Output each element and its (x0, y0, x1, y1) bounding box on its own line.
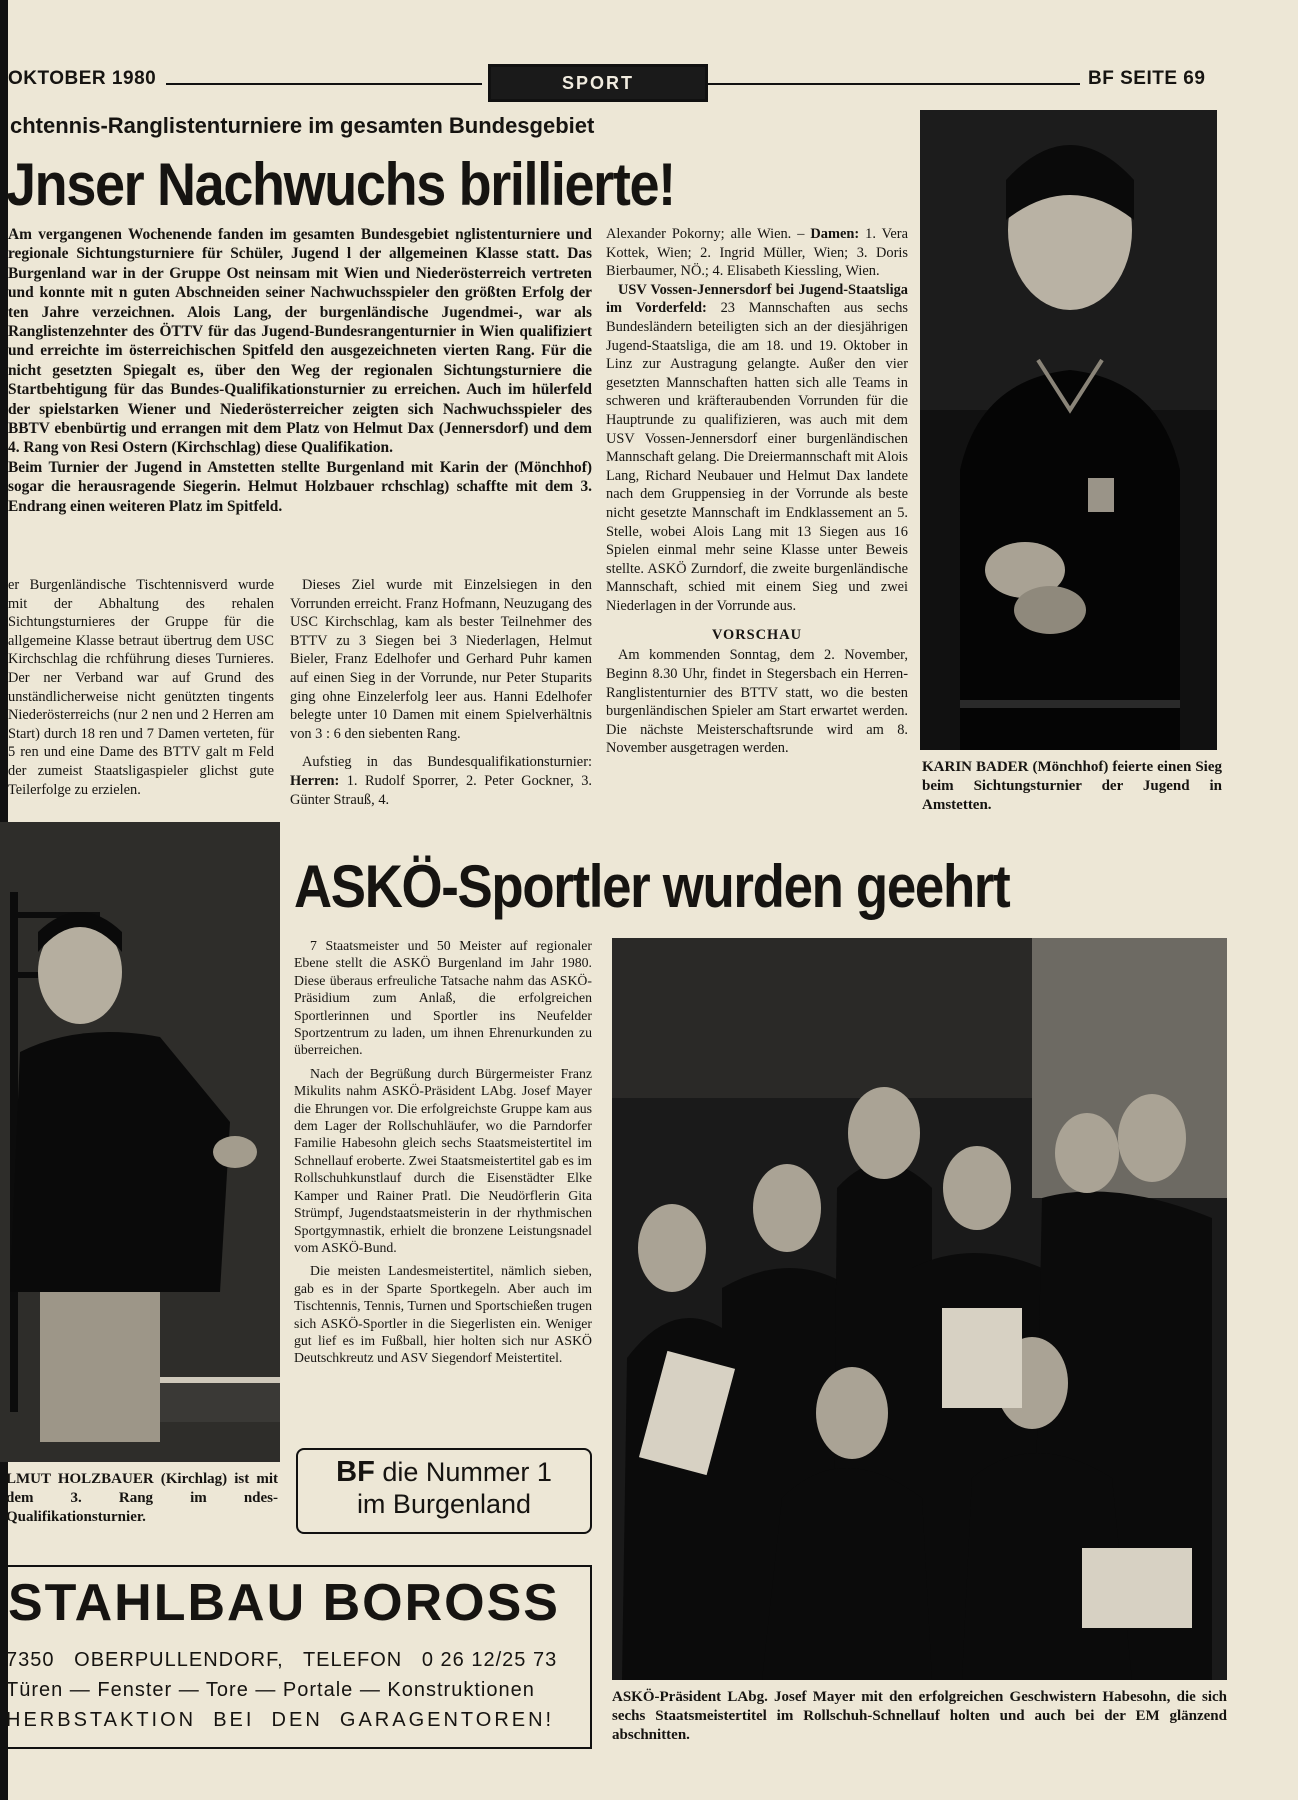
body-paragraph (290, 753, 592, 809)
body-column-4 (294, 937, 592, 1367)
photo-caption: KARIN BADER (Mönchhof) feierte einen Sieg beim Sichtungsturnier der Jugend in Amstetten. (922, 759, 1222, 813)
body-paragraph: Dieses Ziel wurde mit Einzelsiegen in den Vorrunden erreicht. Franz Hofmann, Neuzugang des USC Kirchschlag, kam als bester Teilnehmer des BTTV zu 3 Siegen bei 3 Niederlagen, Helmut Bieler, Franz Edelhofer und Gerhard Puhr kamen auf einen Sieg in der Vorrunde, nur Peter Stuparits ging ohne Einzelerfolg leer aus. Hanni Edelhofer belegte unter 10 Damen mit einem Spielverhältnis von 3 : 6 den siebenten Rang. (290, 577, 592, 742)
ad-company-name: STAHLBAU BOROSS (8, 1574, 560, 1632)
body-paragraph: Die meisten Landesmeistertitel, nämlich sieben, gab es in der Sparte Sportkegeln. Aber auch im Tischtennis, Tennis, Turnen und Sportschießen trugen sich ASKÖ-Sportler in die Siegerlisten ein. Weniger gut lief es im Fußball, hier holten sich nur ASKÖ Deutschkreutz und ASV Siegendorf Meistertitel. (294, 1263, 592, 1366)
body-column-3 (606, 225, 908, 758)
issue-date: OKTOBER 1980 (8, 68, 157, 89)
body-column-2 (290, 576, 592, 809)
body-column-1: er Burgenländische Tischtennisverd wurde mit der Abhaltung des rehalen Sichtungsturnieres der Gruppe für die allgemeine Klasse betraut übertrug dem USC Kirchschlag die rchführung dieses Turnieres. Der ner Verband war auf Grund des unständlicherweise nicht genützten tingents Niederösterreichs (nur 2 nen und 2 Herren am Start) durch 18 ren und 7 Damen verteten, für 5 ren und eine Dame des BTTV galt m Feld der zumeist Staatsligaspieler glichst gute Teilerfolge zu erzielen. (8, 577, 274, 798)
body-paragraph: 7 Staatsmeister und 50 Meister auf regionaler Ebene stellt die ASKÖ Burgenland im Jahr 1980. Diese überaus erfreuliche Tatsache nahm das ASKÖ-Präsidium zum Anlaß, die erfolgreichen Sportlerinnen und Sportler ins Neufelder Sportzentrum zu laden, um ihnen Ehrenurkunden zu überreichen. (294, 938, 592, 1058)
preview-text: Am kommenden Sonntag, dem 2. November, Beginn 8.30 Uhr, findet in Stegersbach ein Herren-Ranglistenturnier des BTTV statt, wo die besten burgenländischen Spieler am Start erwartet werden. Die nächste Meisterschaftsrunde wird am 8. November ausgetragen werden. (606, 647, 908, 757)
ad-contact-line: 7350 OBERPULLENDORF, TELEFON 0 26 12/25 73 (6, 1649, 558, 1671)
photo-helmut-holzbauer (0, 822, 280, 1462)
photo-karin-bader (920, 110, 1217, 750)
body-paragraph: Nach der Begrüßung durch Bürgermeister Franz Mikulits nahm ASKÖ-Präsident LAbg. Josef Mayer die Ehrungen vor. Die erfolgreichste Gruppe kam aus dem Lager der Rollschuhläufer, wo die Parndorfer Familie Habesohn gleich sechs Staatsmeistertitel im Schnellauf eroberte. Zwei Staatsmeistertitel gab es im Rollschuhkunstlauf durch die Eisenstädter Elke Kamper und Rainer Pratl. Die Neudörflerin Gita Strümpf, Jugendstaatsmeisterin in der rhythmischen Sportgymnastik, erhielt die bronzene Leistungsnadel vom ASKÖ-Bund. (294, 1065, 592, 1255)
bf-logo: BF (336, 1456, 375, 1488)
result-list: Alexander Pokorny; alle Wien. – (606, 226, 811, 242)
photo-caption: ASKÖ-Präsident LAbg. Josef Mayer mit den erfolgreichen Geschwistern Habesohn, die sich sechs Staatsmeistertitel im Rollschuh-Schnellauf holten und auch bei der EM glänzend abschnitten. (612, 1689, 1227, 1743)
body-paragraph (606, 225, 908, 281)
article-kicker: chtennis-Ranglistenturniere im gesamten Bundesgebiet (10, 113, 595, 138)
result-list: 1. Vera Kottek, Wien; 2. Ingrid Müller, Wien; 3. Doris Bierbaumer, NÖ.; 4. Elisabeth Kiessling, Wien. (606, 226, 908, 280)
advertisement (0, 1565, 592, 1749)
photo-askoe-group (612, 938, 1227, 1680)
ad-promo-line: HERBSTAKTION BEI DEN GARAGENTOREN! (6, 1709, 555, 1731)
qualifier-list: 1. Rudolf Sporrer, 2. Peter Gockner, 3. Günter Strauß, 4. (290, 772, 592, 808)
qualifier-label: Herren: (290, 772, 340, 789)
article-lead (8, 225, 592, 516)
section-label: SPORT (488, 64, 708, 102)
lead-paragraph: Beim Turnier der Jugend in Amstetten stellte Burgenland mit Karin der (Mönchhof) sogar die herausragende Siegerin. Helmut Holzbauer rchschlag) schaffte mit dem 3. Endrang einen weiteren Platz im Spitfeld. (8, 458, 592, 515)
qualifier-intro: Aufstieg in das Bundesqualifikationsturnier: (302, 754, 592, 771)
body-text: 23 Mannschaften aus sechs Bundesländern beteiligten sich an der diesjährigen Jugend-Staatsliga, die am 18. und 19. Oktober in Linz zur Austragung gelangte. Außer den vier gesetzten Mannschaften hatten sich alle Teams in schweren und kräfteraubenden Vorrunden für die Hauptrunde zu qualifizieren, was auch mit dem USV Vossen-Jennersdorf einer burgenländischen Mannschaft gelang. Die Dreiermannschaft mit Alois Lang, Richard Neubauer und Helmut Dax landete nach dem Gruppensieg in der Vorrunde als beste nicht gesetzte Mannschaft im Endklassement an 5. Stelle, wobei Alois Lang mit 13 Siegen aus 16 Spielen einmal mehr seine Klasse unter Beweis stellte. ASKÖ Zurndorf, die zweite burgenländische Mannschaft, schied mit einem Sieg und zwei Niederlagen in der Vorrunde aus. (606, 300, 908, 614)
promo-line: die Nummer 1 (382, 1457, 552, 1487)
result-label: Damen: (810, 226, 860, 242)
header-rule-right (708, 83, 1080, 85)
article-headline: ASKÖ-Sportler wurden geehrt (294, 853, 1010, 920)
page-number: BF SEITE 69 (1088, 68, 1206, 89)
body-paragraph (606, 281, 908, 616)
preview-heading: VORSCHAU (711, 627, 803, 644)
lead-paragraph: Am vergangenen Wochenende fanden im gesamten Bundesgebiet nglistenturniere und regionale Sichtungsturniere für Schüler, Jugend l der allgemeinen Klasse statt. Das Burgenland war in der Gruppe Ost neinsam mit Wien und Niederösterreich vertreten und konnte mit n guten Abschneiden seiner Nachwuchsspieler den größten Erfolg der ten Jahre verzeichnen. Alois Lang, der burgenländische Jugendmei-, war als Ranglistenzehnter des ÖTTV für das Jugend-Bundesrangenturnier in Wien qualifiziert und erreichte im österreichischen Spitfeld den ausgezeichneten vierten Rang. Für die nicht gesetzten Spiegalt es, über den Weg der regionalen Sichtungsturniere die Startbehtigung für das Bundes-Qualifikationsturnier zu erreichen. Auch im hülerfeld der spielstarken Wiener und Niederösterreicher zeigten sich Nachwuchsspieler des BBTV ebenbürtig und errangen mit dem Platz von Helmut Dax (Jennersdorf) und dem 4. Rang von Resi Ostern (Kirchschlag) diese Qualifikation. (8, 226, 592, 457)
subheading: USV Vossen-Jennersdorf bei Jugend-Staatsliga im Vorderfeld: (606, 281, 908, 317)
ad-products-line: Türen — Fenster — Tore — Portale — Konstruktionen (6, 1679, 535, 1701)
photo-caption: LMUT HOLZBAUER (Kirchlag) ist mit dem 3. Rang im ndes-Qualifikationsturnier. (6, 1471, 278, 1525)
promo-line: im Burgenland (356, 1489, 532, 1519)
article-headline: Jnser Nachwuchs brillierte! (6, 151, 675, 218)
promo-box (296, 1448, 592, 1534)
header-rule-left (166, 83, 482, 85)
